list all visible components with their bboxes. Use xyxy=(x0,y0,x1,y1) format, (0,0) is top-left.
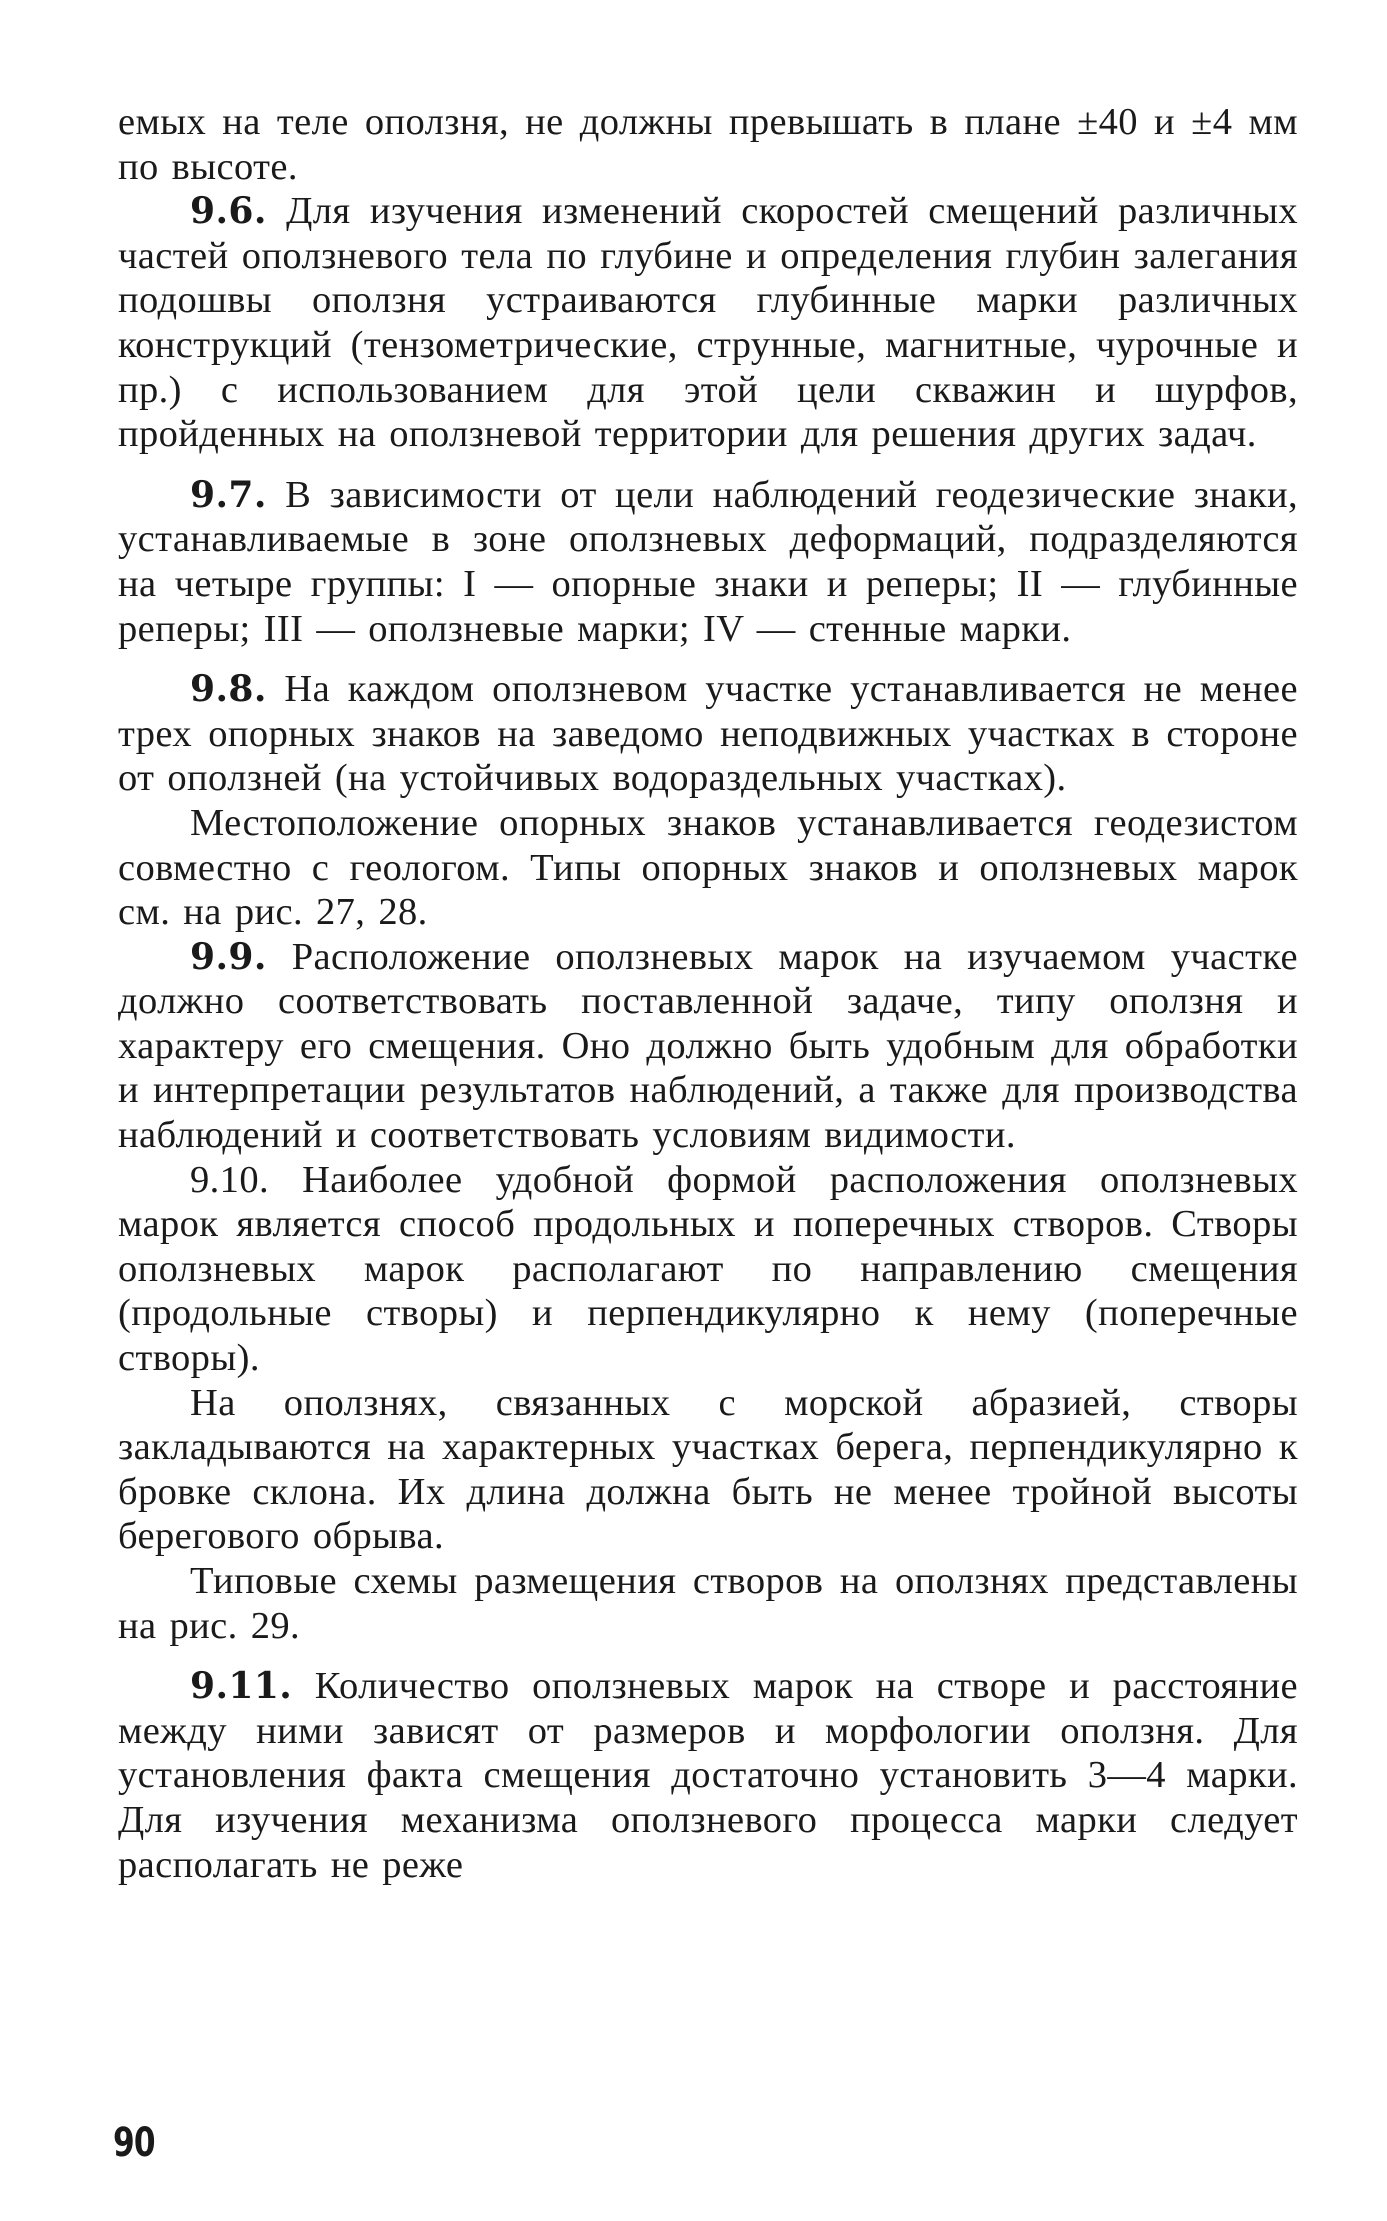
paragraph-9-7: 9.7. В зависимости от цели наблюдений геодезические знаки, устанавливаемые в зоне оползневых деформаций, подразделяются на четыре группы: I — опорные знаки и реперы; II — глубинные реперы; III — оползневые марки; IV — стенные марки. xyxy=(118,473,1298,650)
page-number: 90 xyxy=(113,2120,155,2166)
paragraph-9-9: 9.9. Расположение оползневых марок на изучаемом участке должно соответствовать поставленной задаче, типу оползня и характеру его смещения. Оно должно быть удобным для обработки и интерпретации результатов наблюдений, а также для производства наблюдений и соответствовать условиям видимости. xyxy=(118,935,1298,1157)
paragraph-location: Местоположение опорных знаков устанавливается геодезистом совместно с геологом. Типы опорных знаков и оползневых марок см. на рис. 27, 28. xyxy=(118,801,1298,934)
section-number: 9.9. xyxy=(190,935,267,978)
paragraph-9-11: 9.11. Количество оползневых марок на створе и расстояние между ними зависят от размеров и морфологии оползня. Для установления факта смещения достаточно установить 3—4 марки. Для изучения механизма оползневого процесса марки следует располагать не реже xyxy=(118,1665,1298,1886)
page-body xyxy=(118,100,1298,1887)
section-number: 9.8. xyxy=(190,668,267,711)
paragraph-abrasion: На оползнях, связанных с морской абразией, створы закладываются на характерных участках берега, перпендикулярно к бровке склона. Их длина должна быть не менее тройной высоты берегового обрыва. xyxy=(118,1381,1298,1558)
paragraph-9-6: 9.6. Для изучения изменений скоростей смещений различных частей оползневого тела по глубине и определения глубин залегания подошвы оползня устраиваются глубинные марки различных конструкций (тензометрические, струнные, магнитные, чурочные и пр.) с использованием для этой цели скважин и шурфов, пройденных на оползневой территории для решения других задач. xyxy=(118,190,1298,456)
section-number: 9.11. xyxy=(190,1665,293,1708)
section-number: 9.6. xyxy=(190,190,267,233)
paragraph-9-8: 9.8. На каждом оползневом участке устанавливается не менее трех опорных знаков на заведомо неподвижных участках в стороне от оползней (на устойчивых водораздельных участках). xyxy=(118,668,1298,800)
paragraph-continuation: емых на теле оползня, не должны превышать в плане ±40 и ±4 мм по высоте. xyxy=(118,101,1298,188)
paragraph-typical-schemes: Типовые схемы размещения створов на оползнях представлены на рис. 29. xyxy=(118,1560,1298,1647)
paragraph-9-10: 9.10. Наиболее удобной формой расположения оползневых марок является способ продольных и поперечных створов. Створы оползневых марок располагают по направлению смещения (продольные створы) и перпендикулярно к нему (поперечные створы). xyxy=(118,1158,1298,1380)
section-number: 9.7. xyxy=(190,473,267,516)
